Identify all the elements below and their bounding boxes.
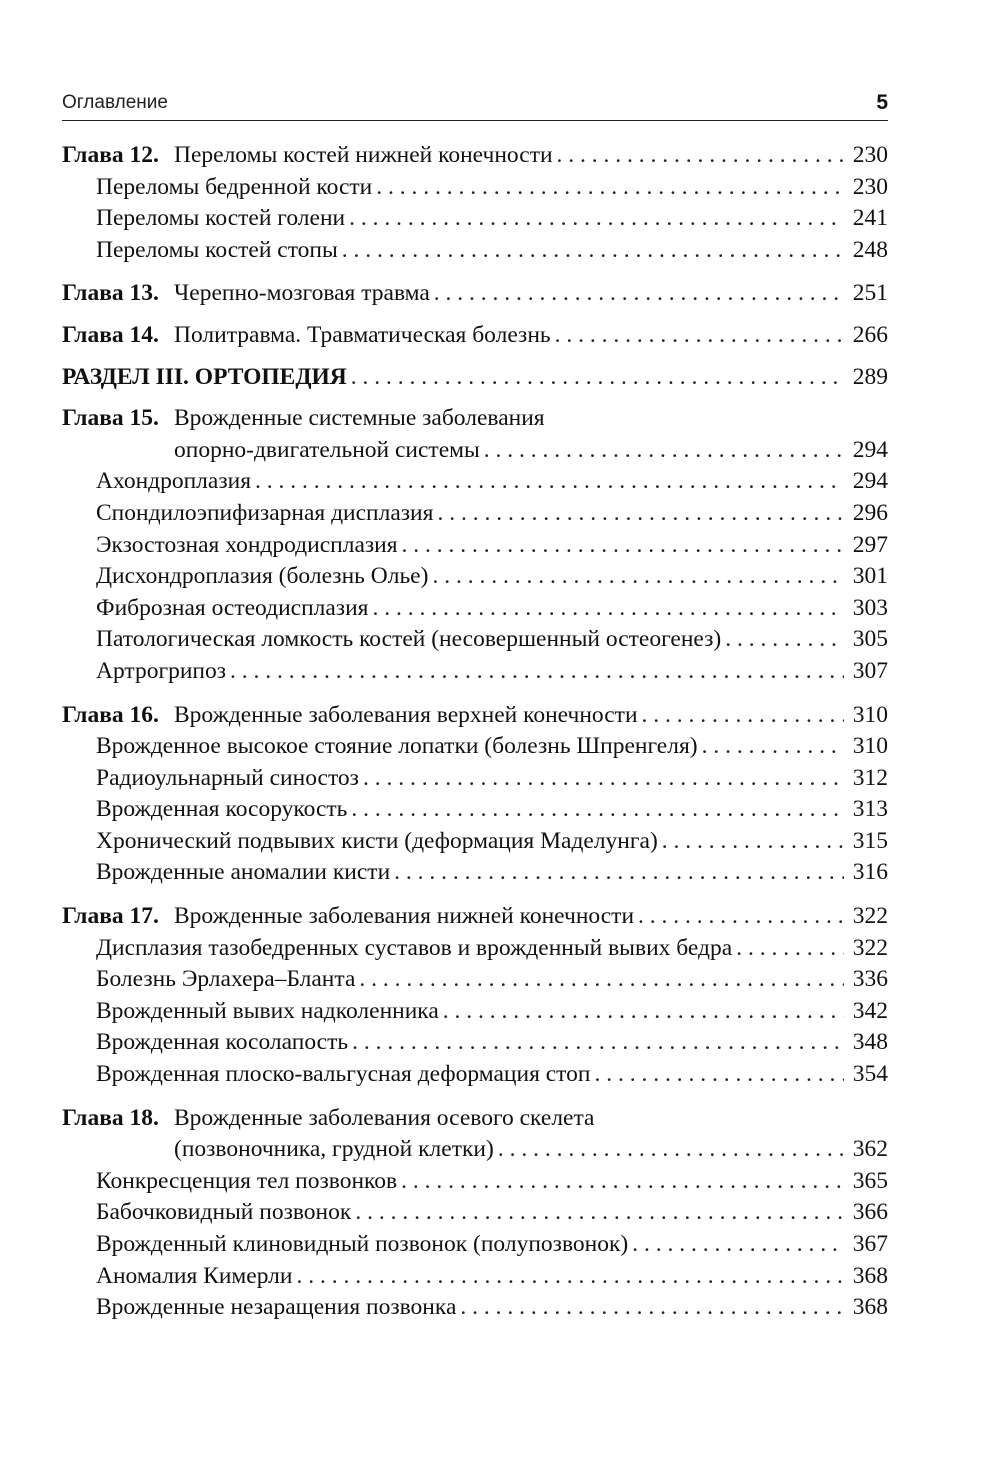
- dot-leader: [401, 1166, 844, 1198]
- entry-title: Переломы бедренной кости: [96, 173, 373, 200]
- page-ref: 348: [852, 1029, 888, 1056]
- toc-entry-chapter-14[interactable]: [62, 320, 888, 352]
- page-ref: 362: [852, 1136, 888, 1163]
- chapter-17: [62, 901, 888, 1091]
- dot-leader: [394, 857, 844, 889]
- page-ref: 366: [852, 1199, 888, 1226]
- chapter-label: Глава 18.: [62, 1104, 159, 1131]
- dot-leader: [255, 466, 844, 498]
- toc-entry[interactable]: [62, 794, 888, 826]
- toc-entry[interactable]: [62, 203, 888, 235]
- toc-entry[interactable]: [62, 857, 888, 889]
- page-number: 5: [876, 91, 888, 114]
- chapter-title-continuation[interactable]: [62, 435, 888, 467]
- toc-entry[interactable]: [62, 826, 888, 858]
- chapter-title: Врожденные заболевания осевого скелета: [174, 1104, 595, 1131]
- entry-title: Экзостозная хондродисплазия: [96, 531, 398, 558]
- page-ref: 307: [852, 657, 888, 684]
- toc-entry[interactable]: [62, 593, 888, 625]
- toc-entry[interactable]: [62, 498, 888, 530]
- toc-entry[interactable]: [62, 996, 888, 1028]
- chapter-title: Переломы костей нижней конечности: [174, 142, 553, 168]
- chapter-title: Врожденные заболевания верхней конечности: [174, 701, 638, 728]
- chapter-title-continuation[interactable]: [62, 1134, 888, 1166]
- entry-title: Болезнь Эрлахера–Бланта: [96, 966, 356, 993]
- entry-title: Врожденные аномалии кисти: [96, 859, 391, 886]
- page-ref: 315: [852, 827, 888, 854]
- toc-entry[interactable]: [62, 172, 888, 204]
- toc-entry[interactable]: [62, 530, 888, 562]
- entry-title: Врожденная плоско-вальгусная деформация стоп: [96, 1061, 591, 1088]
- page-ref: 230: [852, 173, 888, 200]
- page-ref: 294: [852, 436, 888, 463]
- page-ref: 367: [852, 1231, 888, 1257]
- chapter-15: [62, 403, 888, 687]
- dot-leader: [594, 1059, 844, 1091]
- chapter-18: [62, 1103, 888, 1324]
- entry-title: Врожденное высокое стояние лопатки (болезнь Шпренгеля): [96, 733, 698, 760]
- page-ref: 313: [852, 796, 888, 823]
- entry-title: Бабочковидный позвонок: [96, 1199, 352, 1226]
- page-ref: 312: [852, 764, 888, 791]
- dot-leader: [349, 203, 844, 235]
- toc-entry[interactable]: [62, 624, 888, 656]
- chapter-title: (позвоночника, грудной клетки): [174, 1136, 494, 1163]
- toc-entry[interactable]: [62, 466, 888, 498]
- dot-leader: [376, 172, 844, 204]
- running-title: Оглавление: [62, 92, 168, 113]
- entry-title: Аномалия Кимерли: [96, 1262, 293, 1289]
- entry-title: Артрогрипоз: [96, 657, 227, 684]
- dot-leader: [638, 901, 844, 933]
- dot-leader: [443, 996, 844, 1028]
- entry-title: Врожденный клиновидный позвонок (полупозвонок): [96, 1231, 629, 1257]
- entry-title: Хронический подвывих кисти (деформация Маделунга): [96, 827, 658, 854]
- entry-title: Дисхондроплазия (болезнь Олье): [96, 563, 429, 590]
- dot-leader: [342, 235, 844, 267]
- entry-title: Врожденная косолапость: [96, 1029, 349, 1056]
- chapter-title: Врожденные системные заболевания: [174, 405, 545, 432]
- dot-leader: [351, 362, 844, 394]
- page-ref: 342: [852, 997, 888, 1024]
- page-ref: 310: [852, 701, 888, 728]
- chapter-16: [62, 700, 888, 890]
- page-ref: 322: [852, 934, 888, 961]
- section-title: РАЗДЕЛ III. ОРТОПЕДИЯ: [62, 363, 347, 390]
- toc-entry-chapter-17[interactable]: [62, 901, 888, 933]
- toc-entry[interactable]: [62, 656, 888, 688]
- page-ref: 365: [852, 1167, 888, 1194]
- page-ref: 310: [852, 733, 888, 760]
- entry-title: Дисплазия тазобедренных суставов и врожденный вывих бедра: [96, 934, 733, 961]
- dot-leader: [363, 763, 844, 795]
- page-ref: 322: [852, 903, 888, 930]
- toc-entry[interactable]: [62, 1292, 888, 1324]
- dot-leader: [498, 1134, 844, 1166]
- dot-leader: [725, 624, 844, 656]
- chapter-title: Черепно-мозговая травма: [174, 280, 430, 307]
- toc-entry[interactable]: [62, 1261, 888, 1293]
- page-ref: 305: [852, 626, 888, 653]
- toc-entry[interactable]: [62, 1229, 888, 1261]
- dot-leader: [359, 964, 844, 996]
- dot-leader: [434, 278, 844, 310]
- chapter-label: Глава 15.: [62, 405, 159, 432]
- toc-entry[interactable]: [62, 1059, 888, 1091]
- page-ref: 289: [852, 363, 888, 390]
- running-header: [62, 84, 888, 121]
- entry-title: Врожденная косорукость: [96, 796, 348, 823]
- page-ref: 241: [852, 205, 888, 232]
- page-ref: 296: [852, 499, 888, 526]
- entry-title: Врожденные незаращения позвонка: [96, 1294, 457, 1321]
- dot-leader: [736, 933, 844, 965]
- entry-title: Ахондроплазия: [96, 468, 252, 495]
- section-3: [62, 362, 888, 394]
- chapter-label: Глава 17.: [62, 903, 159, 930]
- toc-entry[interactable]: [62, 933, 888, 965]
- dot-leader: [702, 731, 844, 763]
- toc-entry[interactable]: [62, 235, 888, 267]
- toc-entry[interactable]: [62, 731, 888, 763]
- chapter-13: [62, 278, 888, 310]
- chapter-12: [62, 140, 888, 266]
- entry-title: Переломы костей голени: [96, 205, 346, 232]
- dot-leader: [632, 1229, 844, 1261]
- dot-leader: [352, 1027, 844, 1059]
- dot-leader: [372, 593, 844, 625]
- toc-entry-chapter-13[interactable]: [62, 278, 888, 310]
- dot-leader: [355, 1197, 844, 1229]
- page-ref: 316: [852, 859, 888, 886]
- table-of-contents: [62, 140, 888, 1336]
- page-ref: 301: [852, 563, 888, 590]
- page-ref: 303: [852, 594, 888, 621]
- entry-title: Радиоульнарный синостоз: [96, 764, 359, 791]
- page-ref: 297: [852, 531, 888, 558]
- toc-entry[interactable]: [62, 561, 888, 593]
- toc-entry[interactable]: [62, 1027, 888, 1059]
- page-ref: 368: [852, 1262, 888, 1289]
- dot-leader: [432, 561, 844, 593]
- dot-leader: [230, 656, 844, 688]
- dot-leader: [351, 794, 844, 826]
- dot-leader: [557, 140, 844, 172]
- chapter-label: Глава 13.: [62, 280, 159, 307]
- chapter-label: Глава 14.: [62, 321, 159, 348]
- page-ref: 368: [852, 1294, 888, 1321]
- chapter-label: Глава 16.: [62, 701, 159, 728]
- page-ref: 354: [852, 1061, 888, 1088]
- page-ref: 294: [852, 468, 888, 495]
- chapter-14: [62, 320, 888, 352]
- page-ref: 336: [852, 966, 888, 993]
- toc-entry-chapter-12[interactable]: [62, 140, 888, 172]
- chapter-title: Политравма. Травматическая болезнь: [174, 321, 551, 348]
- dot-leader: [437, 498, 844, 530]
- dot-leader: [460, 1292, 844, 1324]
- entry-title: Патологическая ломкость костей (несовершенный остеогенез): [96, 626, 722, 653]
- dot-leader: [402, 530, 844, 562]
- toc-entry[interactable]: [62, 763, 888, 795]
- chapter-title: Врожденные заболевания нижней конечности: [174, 903, 635, 930]
- entry-title: Переломы костей стопы: [96, 236, 338, 263]
- entry-title: Фиброзная остеодисплазия: [96, 594, 369, 621]
- page-ref: 248: [852, 236, 888, 263]
- page-ref: 266: [852, 321, 888, 348]
- toc-entry[interactable]: [62, 1197, 888, 1229]
- chapter-title: опорно-двигательной системы: [174, 436, 480, 463]
- page-ref: 230: [852, 142, 888, 168]
- dot-leader: [642, 700, 844, 732]
- dot-leader: [662, 826, 844, 858]
- dot-leader: [296, 1261, 844, 1293]
- chapter-label: Глава 12.: [62, 142, 159, 168]
- entry-title: Конкресценция тел позвонков: [96, 1167, 398, 1194]
- entry-title: Врожденный вывих надколенника: [96, 997, 439, 1024]
- toc-entry[interactable]: [62, 964, 888, 996]
- toc-entry[interactable]: [62, 1166, 888, 1198]
- entry-title: Спондилоэпифизарная дисплазия: [96, 499, 434, 526]
- dot-leader: [484, 435, 844, 467]
- toc-entry-chapter-15[interactable]: [62, 403, 888, 435]
- page-ref: 251: [852, 280, 888, 307]
- toc-entry-chapter-16[interactable]: [62, 700, 888, 732]
- toc-entry-chapter-18[interactable]: [62, 1103, 888, 1135]
- toc-entry-section-3[interactable]: [62, 362, 888, 394]
- dot-leader: [555, 320, 844, 352]
